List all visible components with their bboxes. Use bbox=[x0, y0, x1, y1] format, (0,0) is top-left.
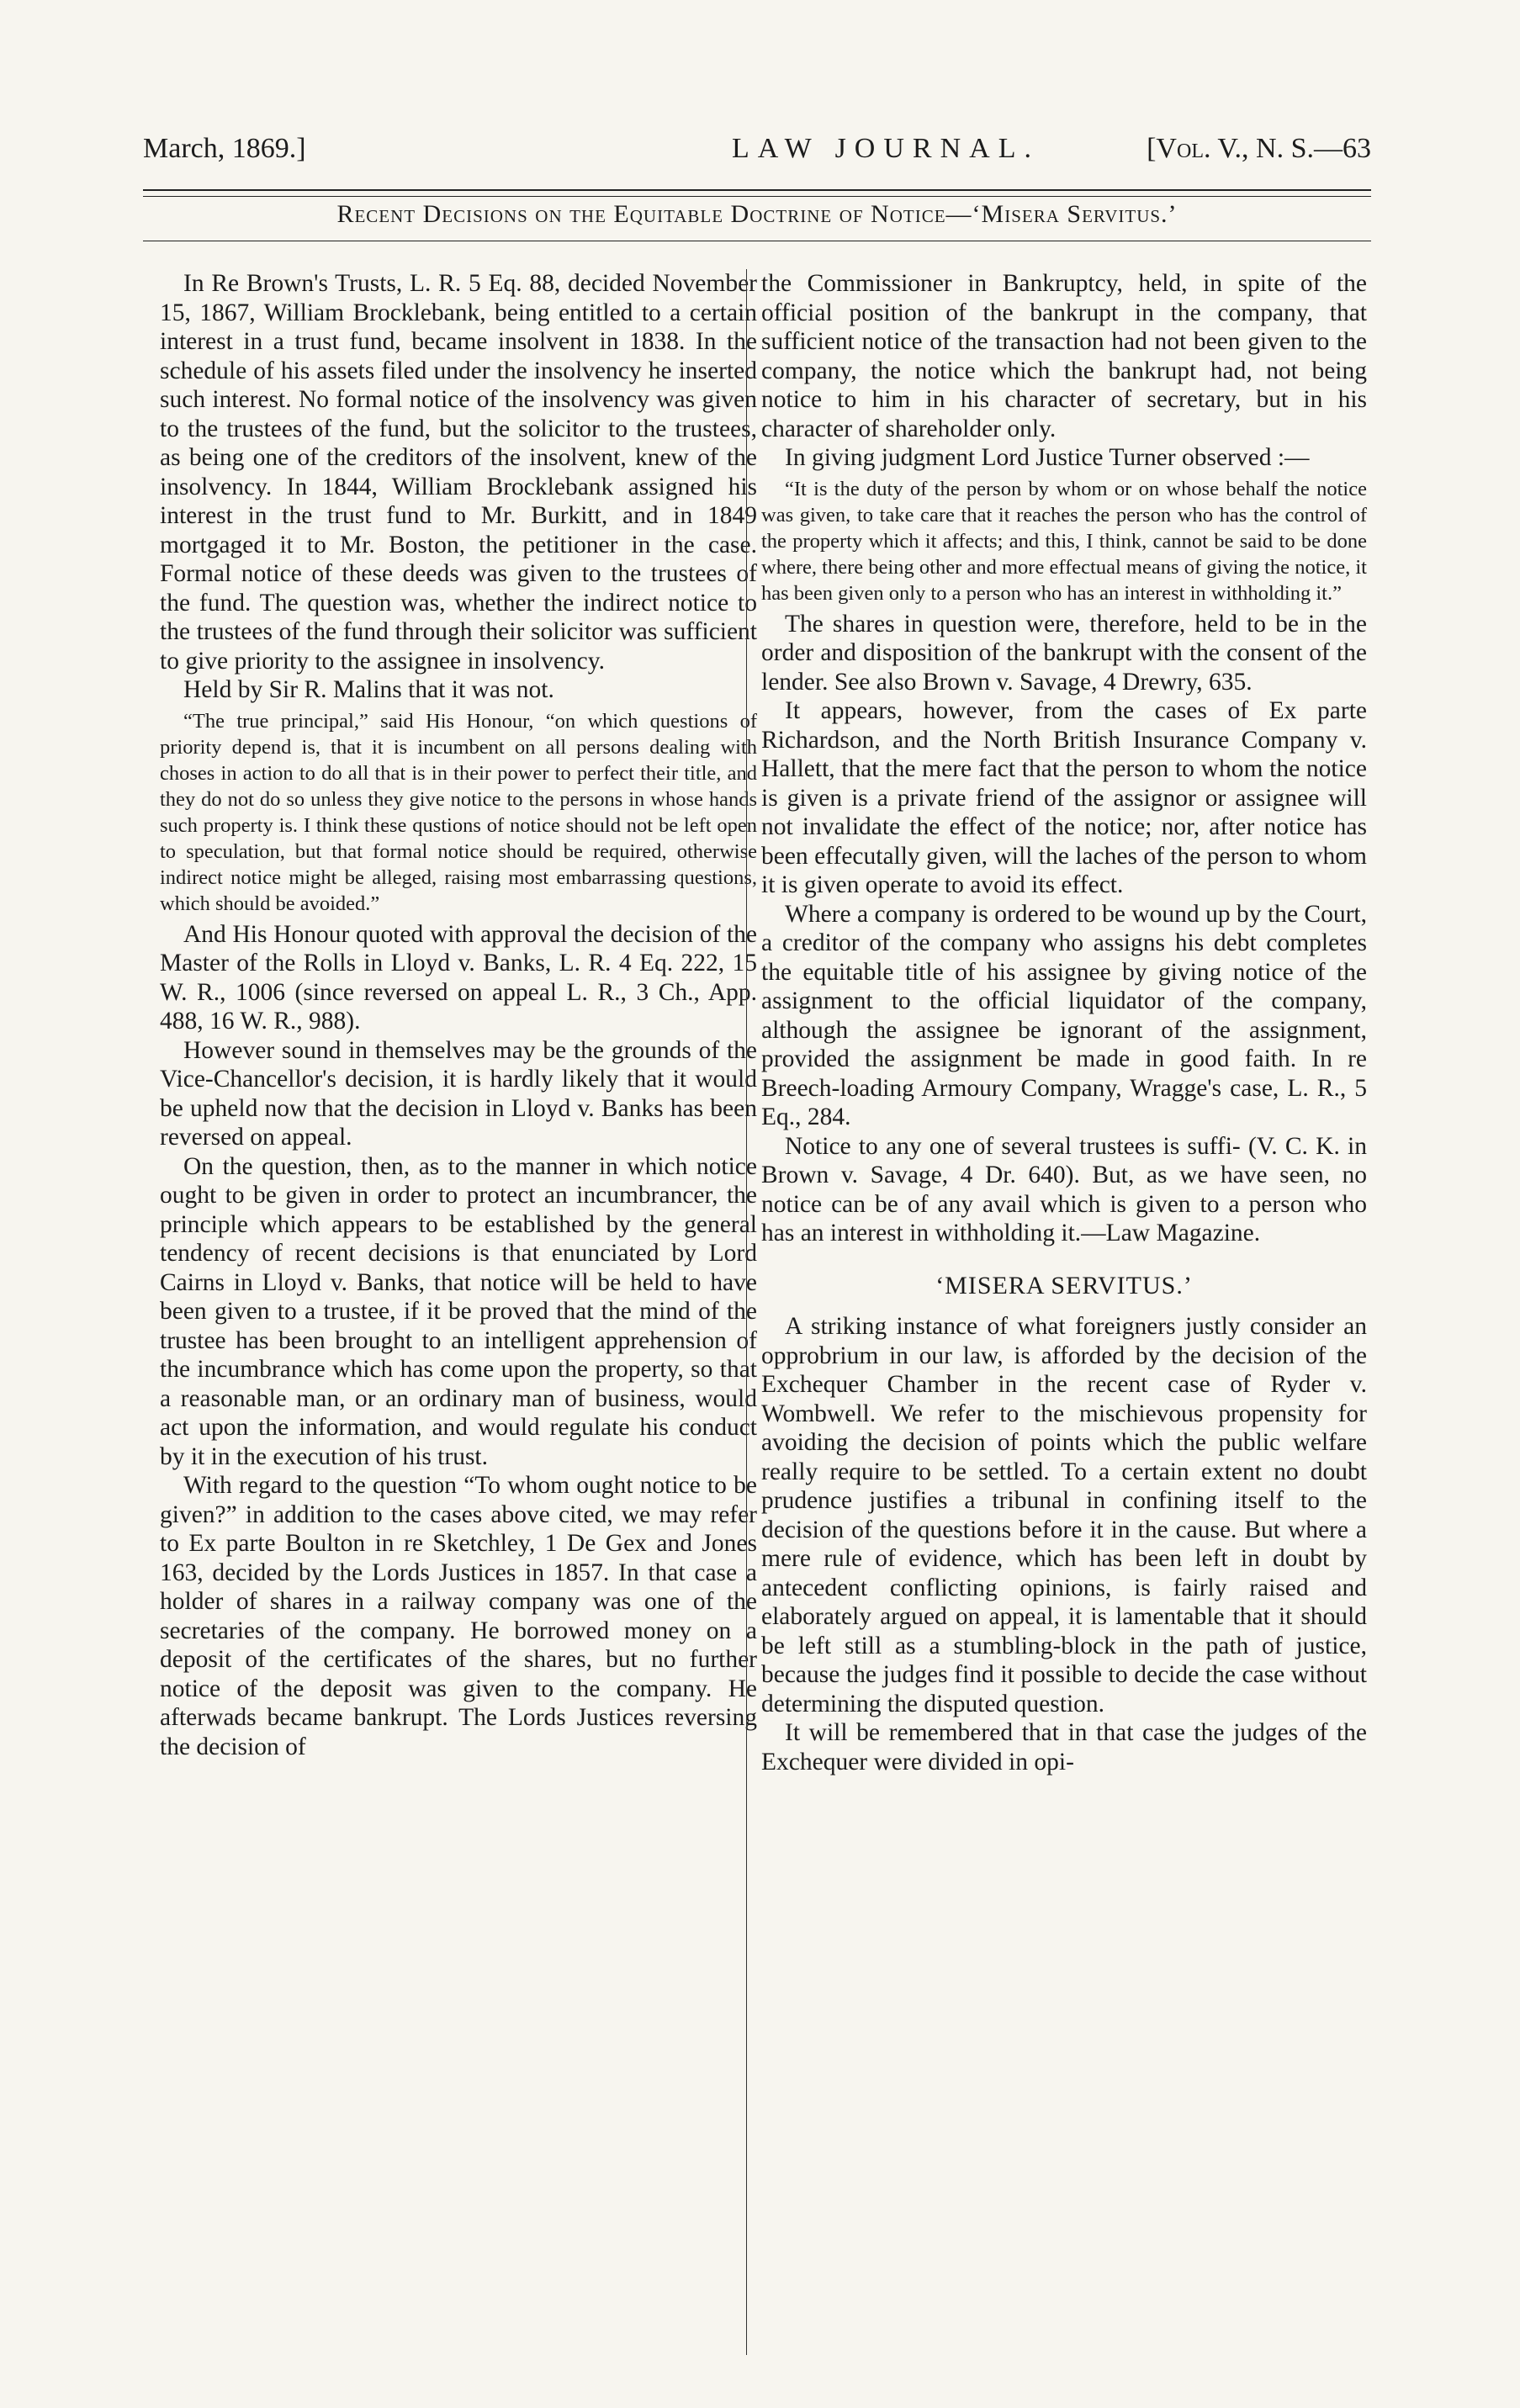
paragraph: The shares in question were, therefore, held to be in the order and disposition of the bankrupt with the consent of the lender. See also Brown v. Savage, 4 Drewry, 635. bbox=[761, 610, 1367, 696]
page-subtitle: Recent Decisions on the Equitable Doctrine of Notice—‘Misera Servitus.’ bbox=[336, 200, 1178, 228]
paragraph: In giving judgment Lord Justice Turner observed :— bbox=[785, 444, 1310, 471]
paragraph: Where a company is ordered to be wound up by the Court, a creditor of the company who assigns his debt completes the equitable title of his assignee by giving notice of the assignment to the official liquidator of the company, although the assignee be ignorant of the assignment, provided the assignment be made in good faith. In re Breech-loading Armoury Company, Wragge's case, L. R., 5 Eq., 284. bbox=[761, 900, 1367, 1130]
quotation: “It is the duty of the person by whom or on whose behalf the notice was given, to take care that it reaches the person who has the control of the property which it affects; and this, I think, cannot be said to be done where, there being other and more effectual means of giving the notice, it has been given only to a person who has an interest in withholding it.” bbox=[761, 477, 1367, 605]
header-date: March, 1869.] bbox=[143, 133, 306, 164]
running-header bbox=[143, 126, 1371, 177]
left-column bbox=[160, 269, 757, 1761]
paragraph: In Re Brown's Trusts, L. R. 5 Eq. 88, decided November 15, 1867, William Brocklebank, being entitled to a certain interest in a trust fund, became insolvent in 1838. In the schedule of his assets filed under the insolvency he inserted such interest. No formal notice of the insolvency was given to the trustees of the fund, but the solicitor to the trustees, as being one of the creditors of the insolvent, knew of the insolvency. In 1844, William Brocklebank assigned his interest in the trust fund to Mr. Burkitt, and in 1849 mortgaged it to Mr. Boston, the petitioner in the case. Formal notice of these deeds was given to the trustees of the fund. The question was, whether the indirect notice to the trustees of the fund through their solicitor was sufficient to give priority to the assignee in insolvency. bbox=[160, 270, 757, 675]
paragraph: Held by Sir R. Malins that it was not. bbox=[183, 676, 554, 703]
right-column bbox=[761, 269, 1367, 1776]
header-volume: [Vol. V., N. S.—63 bbox=[1147, 133, 1371, 164]
paragraph: A striking instance of what foreigners justly consider an opprobrium in our law, is afforded by the decision of the Exchequer Chamber in the recent case of Ryder v. Wombwell. We refer to the mischievous propensity for avoiding the decision of points which the public welfare really require to be settled. To a certain extent no doubt prudence justifies a tribunal in confining itself to the decision of the questions before it in the cause. But where a mere rule of evidence, which has been left in doubt by antecedent conflicting opinions, is fairly raised and elaborately argued on appeal, it is lamentable that it should be left still as a stumbling-block in the path of justice, because the judges find it possible to decide the case without determining the disputed question. bbox=[761, 1313, 1367, 1717]
paragraph: It will be remembered that in that case the judges of the Exchequer were divided in opi- bbox=[761, 1719, 1367, 1776]
paragraph: And His Honour quoted with approval the decision of the Master of the Rolls in Lloyd v. Banks, L. R. 4 Eq. 222, 15 W. R., 1006 (since reversed on appeal L. R., 3 Ch., App. 488, 16 W. R., 988). bbox=[160, 920, 757, 1035]
paragraph: However sound in themselves may be the grounds of the Vice-Chancellor's decision, it is hardly likely that it would be upheld now that the decision in Lloyd v. Banks has been reversed on appeal. bbox=[160, 1036, 757, 1151]
paragraph: Notice to any one of several trustees is suffi- (V. C. K. in Brown v. Savage, 4 Dr. 640). But, as we have seen, no notice can be of any avail which is given to a person who has an interest in withholding it.—Law Magazine. bbox=[761, 1132, 1367, 1246]
column-divider bbox=[746, 269, 747, 2355]
paragraph: With regard to the question “To whom ought notice to be given?” in addition to the cases above cited, we may refer to Ex parte Boulton in re Sketchley, 1 De Gex and Jones 163, decided by the Lords Justices in 1857. In that case a holder of shares in a railway company was one of the secretaries of the company. He borrowed money on a deposit of the certificates of the shares, but no further notice of the deposit was given to the company. He afterwads became bankrupt. The Lords Justices reversing the decision of bbox=[160, 1472, 757, 1760]
paragraph: On the question, then, as to the manner in which notice ought to be given in order to protect an incumbrancer, the principle which appears to be established by the general tendency of recent decisions is that enunciated by Lord Cairns in Lloyd v. Banks, that notice will be held to have been given to a trustee, if it be proved that the mind of the trustee has been brought to an intelligent apprehension of the incumbrance which has come upon the property, so that a reasonable man, or an ordinary man of business, would act upon the information, and would regulate his conduct by it in the execution of his trust. bbox=[160, 1152, 757, 1470]
paragraph: It appears, however, from the cases of Ex parte Richardson, and the North British Insurance Company v. Hallett, that the mere fact that the person to whom the notice is given is a private friend of the assignor or assignee will not invalidate the effect of the notice; nor, after notice has been effecutally given, will the laches of the person to whom it is given operate to avoid its effect. bbox=[761, 697, 1367, 898]
paragraph: the Commissioner in Bankruptcy, held, in spite of the official position of the bankrupt in the company, that sufficient notice of the transaction had not been given to the company, the notice which the bankrupt had, not being notice to him in his character of secretary, but in his character of shareholder only. bbox=[761, 270, 1367, 442]
header-rule bbox=[143, 189, 1371, 197]
quotation: “The true principal,” said His Honour, “on which questions of priority depend is, that it is incumbent on all persons dealing with choses in action to do all that is in their power to perfect their title, and they do not do so unless they give notice to the persons in whose hands such property is. I think these qustions of notice should not be left open to speculation, but that formal notice should be required, otherwise indirect notice might be alleged, raising most embarrassing questions, which should be avoided.” bbox=[160, 709, 757, 915]
header-title: LAW JOURNAL. bbox=[732, 133, 1040, 164]
section-heading: ‘MISERA SERVITUS.’ bbox=[935, 1271, 1193, 1299]
